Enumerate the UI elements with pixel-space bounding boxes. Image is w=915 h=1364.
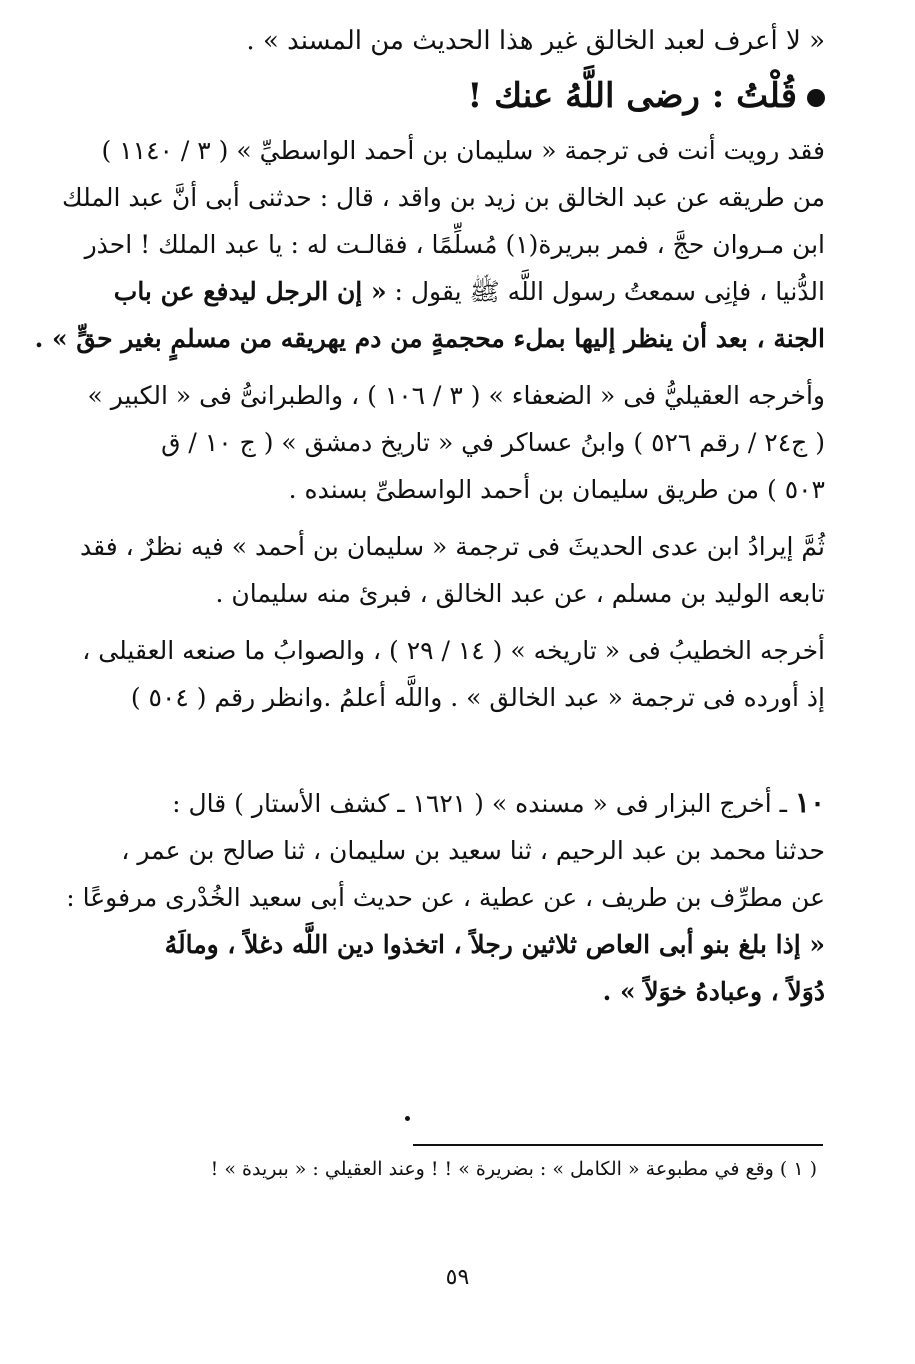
p1-line-1: فقد رويت أنت فى ترجمة « سليمان بن أحمد الواسطيِّ » ( ٣ / ١١٤٠ ): [101, 135, 825, 165]
heading: [98, 76, 825, 117]
top-line: « لا أعرف لعبد الخالق غير هذا الحديث من المسند » .: [246, 26, 825, 56]
p2-line-1: وأخرجه العقيليُّ فى « الضعفاء » ( ٣ / ١٠٦ ) ، والطبرانىُّ فى « الكبير »: [87, 380, 825, 410]
p5-line-3: عن مطرِّف بن طريف ، عن عطية ، عن حديث أبى سعيد الخُدْرى مرفوعًا :: [66, 882, 825, 912]
hadith-number: ١٠: [794, 785, 825, 819]
paragraph-4: [82, 627, 825, 721]
paragraph-1: [34, 127, 825, 362]
p5-line-4: « إذا بلغ بنو أبى العاص ثلاثين رجلاً ، اتخذوا دين اللَّه دغلاً ، ومالَهُ: [164, 929, 825, 959]
heading-text: قُلْتُ : رضى اللَّهُ عنك !: [467, 76, 797, 116]
footnote-rule: [413, 1144, 823, 1146]
paragraph-2: [87, 372, 825, 513]
p3-line-2: تابعه الوليد بن مسلم ، عن عبد الخالق ، فبرئ منه سليمان .: [215, 578, 825, 608]
p1-line-4-b: « إن الرجل ليدفع عن باب: [113, 276, 387, 306]
p4-line-2: إذ أورده فى ترجمة « عبد الخالق » . واللَّه أعلمُ .وانظر رقم ( ٥٠٤ ): [130, 682, 825, 712]
p1-line-4-a: الدُّنيا ، فإنِى سمعتُ رسول اللَّه ﷺ يقول :: [386, 276, 825, 306]
stray-dot: [405, 1116, 410, 1121]
p1-line-5: الجنة ، بعد أن ينظر إليها بملء محجمةٍ من دم يهريقه من مسلمٍ بغير حقٍّ » .: [34, 323, 825, 353]
paragraph-3: [80, 523, 825, 617]
p1-line-3: ابن مـروان حجَّ ، فمر ببريرة(١) مُسلِّمًا ، فقالـت له : يا عبد الملك ! احذر: [84, 229, 825, 259]
footnote: ( ١ ) وقع في مطبوعة « الكامل » : بضريرة » ! ! وعند العقيلي : « ببريدة » !: [210, 1158, 817, 1180]
p5-line-5: دُوَلاً ، وعبادهُ خوَلاً » .: [602, 976, 825, 1006]
p5-line-2: حدثنا محمد بن عبد الرحيم ، ثنا سعيد بن سليمان ، ثنا صالح بن عمر ،: [121, 835, 825, 865]
p4-line-1: أخرجه الخطيبُ فى « تاريخه » ( ١٤ / ٢٩ ) ، والصوابُ ما صنعه العقيلى ،: [82, 635, 825, 665]
p5-line-1: [98, 779, 825, 827]
bullet-icon: [807, 89, 825, 107]
p3-line-1: ثُمَّ إيرادُ ابن عدى الحديثَ فى ترجمة « سليمان بن أحمد » فيه نظرٌ ، فقد: [80, 531, 825, 561]
p1-line-4: [98, 268, 825, 315]
p2-line-2: ( ج٢٤ / رقم ٥٢٦ ) وابنُ عساكر في « تاريخ دمشق » ( ج ١٠ / ق: [161, 427, 825, 457]
paragraph-5: [66, 779, 825, 1015]
p2-line-3: ٥٠٣ ) من طريق سليمان بن أحمد الواسطىِّ بسنده .: [288, 474, 825, 504]
page-number: ٥٩: [445, 1265, 470, 1290]
p5-line-1-text: ـ أخرج البزار فى « مسنده » ( ١٦٢١ ـ كشف الأستار ) قال :: [172, 788, 795, 818]
p1-line-2: من طريقه عن عبد الخالق بن زيد بن واقد ، قال : حدثنى أبى أنَّ عبد الملك: [62, 182, 825, 212]
